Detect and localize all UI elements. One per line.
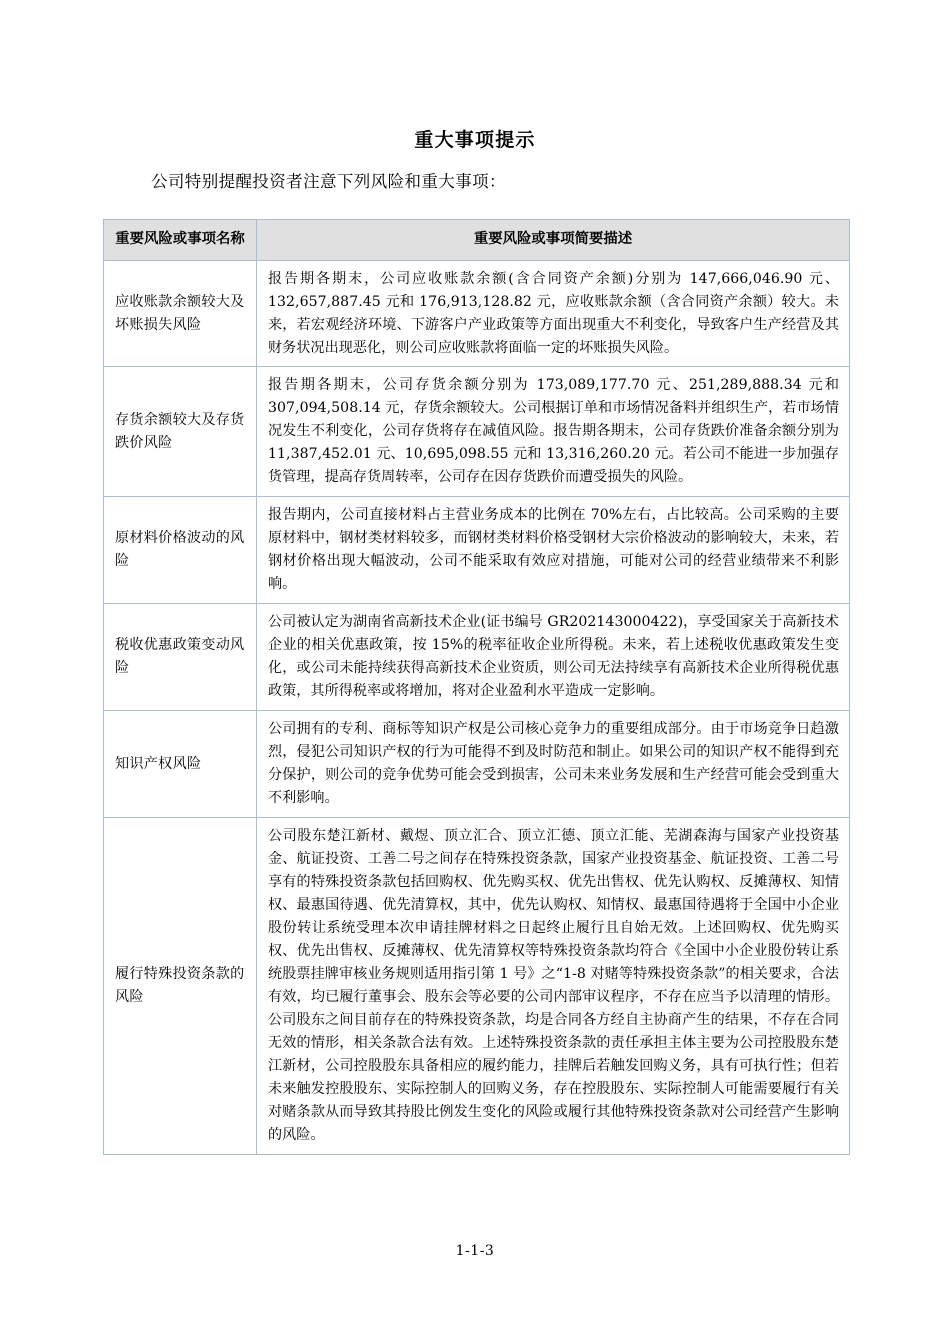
table-row (104, 604, 850, 711)
risk-description-cell: 报告期各期末，公司应收账款余额(含合同资产余额)分别为 147,666,046.90 元、132,657,887.45 元和 176,913,128.82 元，应收账款余额（含合同资产余额）较大。未来，若宏观经济环境、下游客户产业政策等方面出现重大不利变化，导致客户生产经营及其财务状况出现恶化，则公司应收账款将面临一定的坏账损失风险。 (257, 260, 850, 367)
risk-description-cell: 公司被认定为湖南省高新技术企业(证书编号 GR202143000422)，享受国家关于高新技术企业的相关优惠政策，按 15%的税率征收企业所得税。未来，若上述税收优惠政策发生变化，或公司未能持续获得高新技术企业资质，则公司无法持续享有高新技术企业所得税优惠政策，其所得税率或将增加，将对企业盈利水平造成一定影响。 (257, 604, 850, 711)
intro-paragraph: 公司特别提醒投资者注意下列风险和重大事项： (151, 171, 506, 191)
table-body (104, 260, 850, 1154)
column-header-risk-description: 重要风险或事项简要描述 (257, 220, 850, 261)
risk-description-cell: 报告期内，公司直接材料占主营业务成本的比例在 70%左右，占比较高。公司采购的主要原材料中，钢材类材料较多，而钢材类材料价格受钢材大宗价格波动的影响较大，未来，若钢材价格出现大幅波动，公司不能采取有效应对措施，可能对公司的经营业绩带来不利影响。 (257, 497, 850, 604)
risk-name-cell: 存货余额较大及存货跌价风险 (104, 367, 257, 497)
table-row (104, 497, 850, 604)
table-header-row (104, 220, 850, 261)
table-row (104, 711, 850, 818)
table-row (104, 367, 850, 497)
risk-name-cell: 原材料价格波动的风险 (104, 497, 257, 604)
risk-name-cell: 知识产权风险 (104, 711, 257, 818)
table-row (104, 260, 850, 367)
risk-description-cell: 报告期各期末，公司存货余额分别为 173,089,177.70 元、251,289,888.34 元和 307,094,508.14 元，存货余额较大。公司根据订单和市场情况备料并组织生产，若市场情况发生不利变化，公司存货将存在减值风险。报告期各期末，公司存货跌价准备余额分别为 11,387,452.01 元、10,695,098.55 元和 13,316,260.20 元。若公司不能进一步加强存货管理，提高存货周转率，公司存在因存货跌价而遭受损失的风险。 (257, 367, 850, 497)
risk-name-cell: 履行特殊投资条款的风险 (104, 817, 257, 1154)
column-header-risk-name: 重要风险或事项名称 (104, 220, 257, 261)
table-header (104, 220, 850, 261)
risk-summary-table (103, 219, 850, 1155)
page-number-footer: 1-1-3 (455, 1243, 495, 1259)
table-row (104, 817, 850, 1154)
risk-description-cell: 公司拥有的专利、商标等知识产权是公司核心竞争力的重要组成部分。由于市场竞争日趋激烈，侵犯公司知识产权的行为可能得不到及时防范和制止。如果公司的知识产权不能得到充分保护，则公司的竞争优势可能会受到损害，公司未来业务发展和生产经营可能会受到重大不利影响。 (257, 711, 850, 818)
risk-description-cell: 公司股东楚江新材、戴煜、顶立汇合、顶立汇德、顶立汇能、芜湖森海与国家产业投资基金、航证投资、工善二号之间存在特殊投资条款，国家产业投资基金、航证投资、工善二号享有的特殊投资条款包括回购权、优先购买权、优先出售权、优先认购权、反摊薄权、知情权、最惠国待遇、优先清算权，其中，优先认购权、知情权、最惠国待遇将于全国中小企业股份转让系统受理本次申请挂牌材料之日起终止履行且自始无效。上述回购权、优先购买权、优先出售权、反摊薄权、优先清算权等特殊投资条款均符合《全国中小企业股份转让系统股票挂牌审核业务规则适用指引第 1 号》之“1-8 对赌等特殊投资条款”的相关要求，合法有效，均已履行董事会、股东会等必要的公司内部审议程序，不存在应当予以清理的情形。公司股东之间目前存在的特殊投资条款，均是合同各方经自主协商产生的结果，不存在合同无效的情形，相关条款合法有效。上述特殊投资条款的责任承担主体主要为公司控股股东楚江新材，公司控股股东具备相应的履约能力，挂牌后若触发回购义务，具有可执行性；但若未来触发控股股东、实际控制人的回购义务，存在控股股东、实际控制人可能需要履行有关对赌条款从而导致其持股比例发生变化的风险或履行其他特殊投资条款对公司经营产生影响的风险。 (257, 817, 850, 1154)
risk-name-cell: 应收账款余额较大及坏账损失风险 (104, 260, 257, 367)
page-title: 重大事项提示 (414, 128, 536, 151)
risk-name-cell: 税收优惠政策变动风险 (104, 604, 257, 711)
